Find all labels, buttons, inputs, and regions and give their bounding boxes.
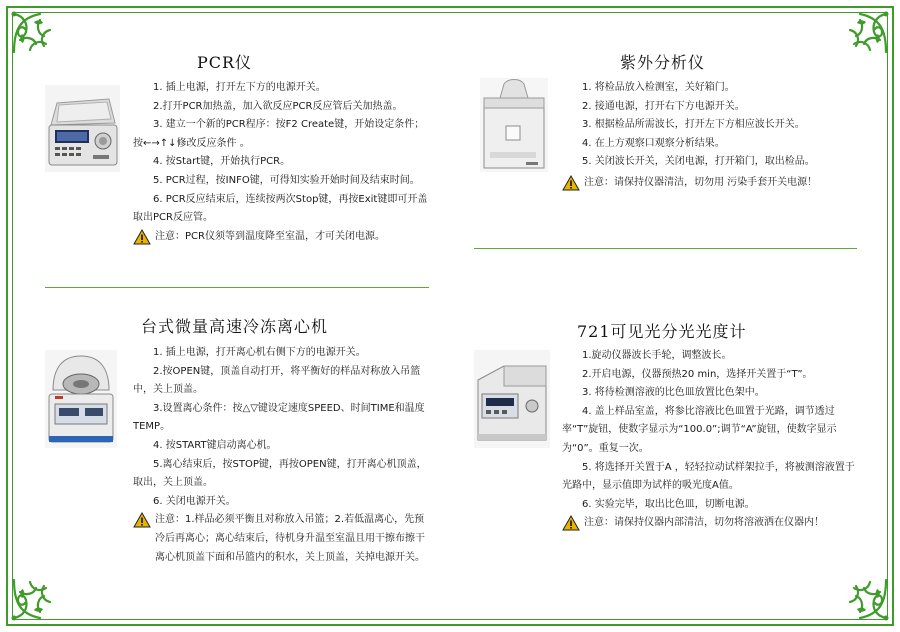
centrifuge-title: 台式微量高速冷冻离心机: [141, 317, 329, 336]
spectro-title: 721可见光分光光度计: [577, 322, 747, 341]
uv-title: 紫外分析仪: [620, 53, 706, 72]
centrifuge-steps: [133, 344, 429, 567]
warning-icon: [133, 512, 151, 528]
pcr-step: 5. PCR过程，按INFO键，可得知实验开始时间及结束时间。: [153, 174, 420, 186]
corner-ornament-icon: [844, 10, 890, 56]
centrifuge-step: 6. 关闭电源开关。: [153, 495, 236, 507]
spectro-steps: [562, 347, 862, 533]
spectro-step: 4. 盖上样品室盖，将参比溶液比色皿置于光路，调节透过率“T”旋钮，使数字显示为“100.0”;调节“A”旋钮，使数字显示为“0”。重复一次。: [562, 405, 837, 454]
uv-warning-text: 注意：请保持仪器清洁，切勿用 污染手套开关电源！: [584, 177, 818, 188]
uv-step: 2. 接通电源，打开右下方电源开关。: [582, 100, 745, 112]
uv-step: 5. 关闭波长开关，关闭电源，打开箱门，取出检品。: [582, 156, 815, 168]
spectro-step: 6. 实验完毕，取出比色皿，切断电源。: [582, 498, 755, 510]
section-divider: [45, 287, 429, 288]
corner-ornament-icon: [10, 576, 56, 622]
uv-step: 3. 根据检品所需波长，打开左下方相应波长开关。: [582, 119, 805, 131]
uv-warning: [562, 174, 862, 193]
spectro-step: 5. 将选择开关置于A ，轻轻拉动试样架拉手，将被测溶液置于光路中，显示值即为试样的吸光度A值。: [562, 461, 855, 492]
spectro-warning-text: 注意：请保持仪器内部清洁，切勿将溶液洒在仪器内！: [584, 517, 824, 529]
corner-ornament-icon: [844, 576, 890, 622]
pcr-machine-photo: [45, 85, 120, 172]
centrifuge-step: 5.离心结束后，按STOP键，再按OPEN键，打开离心机顶盖，取出，关上顶盖。: [133, 458, 427, 489]
pcr-warning: [133, 228, 429, 247]
pcr-step: 3. 建立一个新的PCR程序：按F2 Create键，开始设定条件；按←→↑↓修改反应条件 。: [133, 119, 425, 149]
section-divider: [474, 248, 857, 249]
pcr-title: PCR仪: [197, 53, 253, 72]
uv-step: 4. 在上方观察口观察分析结果。: [582, 137, 725, 149]
pcr-steps: [133, 79, 429, 246]
centrifuge-step: 3.设置离心条件：按△▽键设定速度SPEED、时间TIME和温度TEMP。: [133, 402, 425, 433]
uv-analyzer-photo: [480, 78, 548, 172]
pcr-step: 4. 按Start键，开始执行PCR。: [153, 156, 291, 168]
spectro-step: 2.开启电源，仪器预热20 min，选择开关置于“T”。: [582, 368, 813, 380]
corner-ornament-icon: [10, 10, 56, 56]
warning-icon: [562, 515, 580, 531]
spectro-step: 3. 将待检测溶液的比色皿放置比色架中。: [582, 387, 765, 399]
centrifuge-warning: [133, 511, 429, 567]
pcr-warning-text: 注意：PCR仪须等到温度降至室温，才可关闭电源。: [155, 230, 385, 242]
uv-steps: [562, 79, 862, 172]
warning-icon: [133, 229, 151, 245]
pcr-step: 6. PCR反应结束后，连续按两次Stop键，再按Exit键即可开盖取出PCR反应管。: [133, 193, 428, 224]
centrifuge-step: 2.按OPEN键，顶盖自动打开，将平衡好的样品对称放入吊篮中，关上顶盖。: [133, 365, 421, 396]
spectro-step: 1.旋动仪器波长手轮，调整波长。: [582, 350, 732, 361]
centrifuge-step: 4. 按START键启动离心机。: [153, 439, 277, 451]
centrifuge-photo: [45, 350, 117, 448]
pcr-step: 1. 插上电源，打开左下方的电源开关。: [153, 82, 326, 93]
spectro-warning: [562, 514, 862, 533]
pcr-step: 2.打开PCR加热盖，加入欲反应PCR反应管后关加热盖。: [153, 100, 403, 112]
centrifuge-warning-text: 注意：1.样品必须平衡且对称放入吊篮；2.若低温离心，先预冷后再离心；离心结束后，待机身升温至室温且用干擦布擦干离心机顶盖下面和吊篮内的积水，关上顶盖，关掉电源开关。: [155, 514, 425, 563]
uv-step: 1. 将检品放入检测室，关好箱门。: [582, 82, 735, 93]
centrifuge-step: 1. 插上电源，打开离心机右侧下方的电源开关。: [153, 347, 366, 358]
warning-icon: [562, 175, 580, 191]
spectrophotometer-photo: [474, 350, 550, 448]
